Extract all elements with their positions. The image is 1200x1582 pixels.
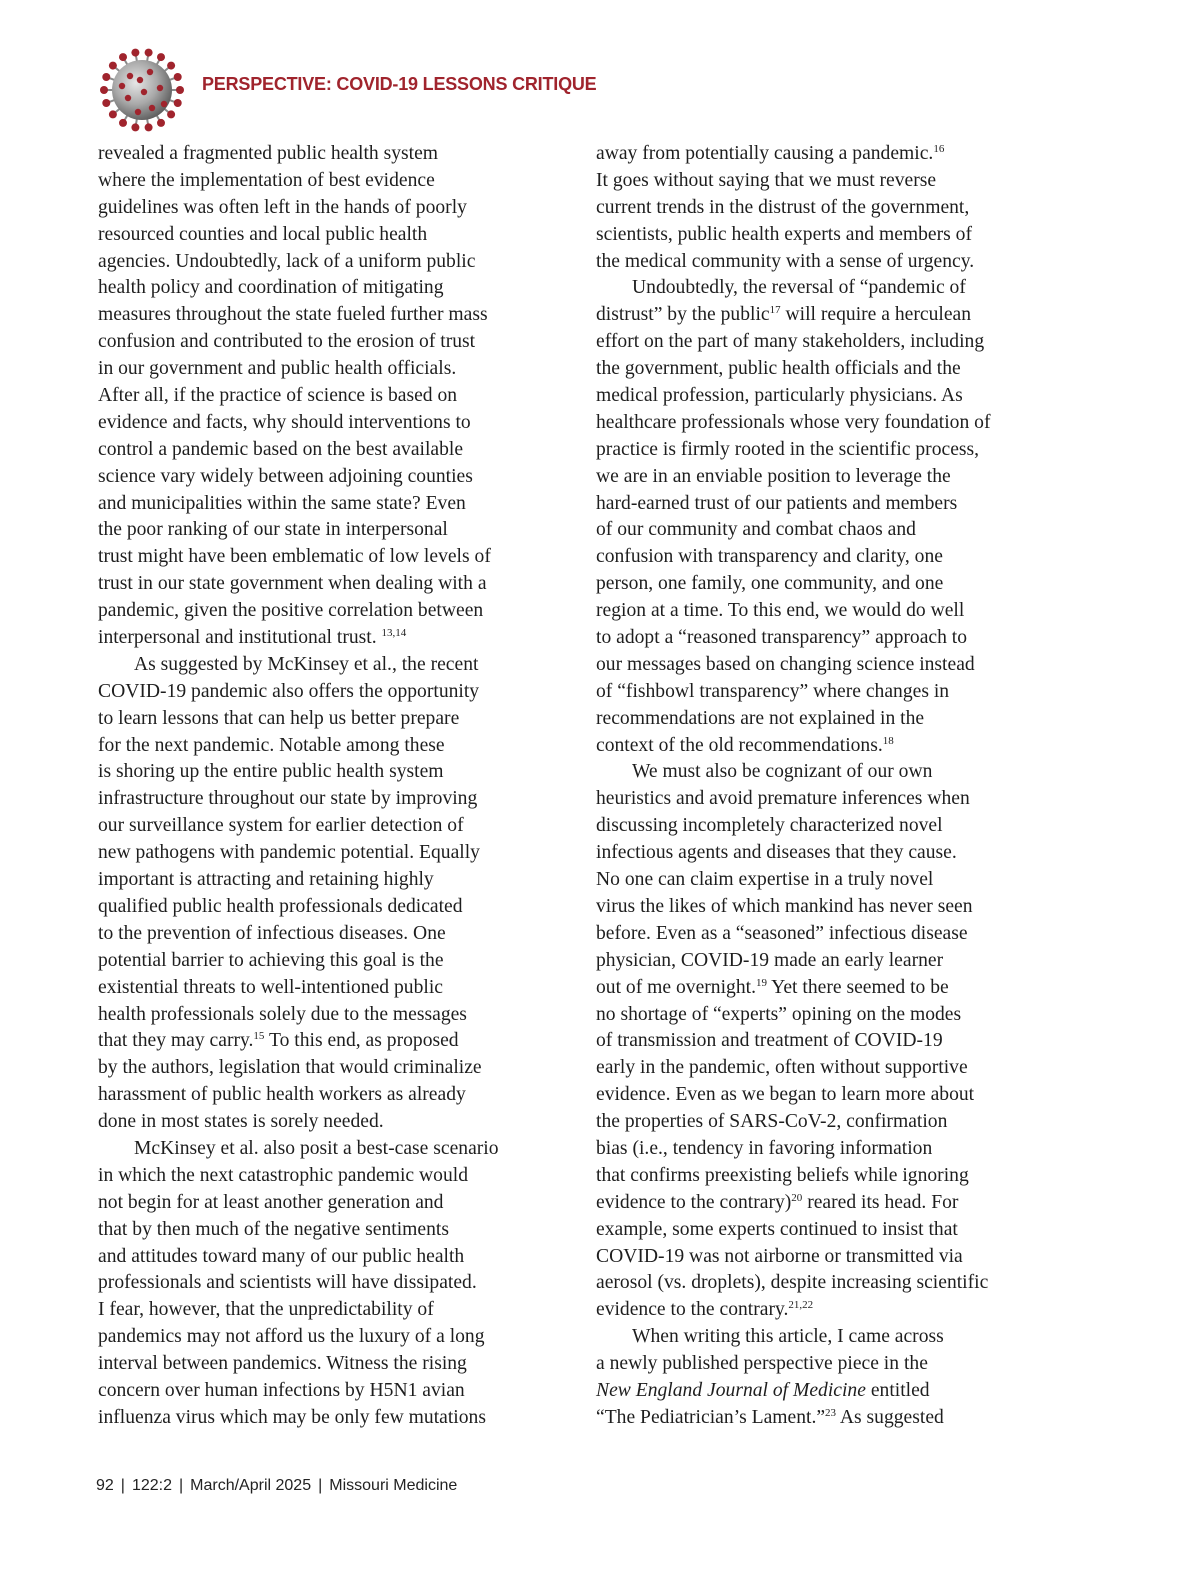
- line-text: bias (i.e., tendency in favoring information: [596, 1137, 933, 1159]
- line-text: pandemic, given the positive correlation between: [98, 600, 484, 622]
- line-text: To this end, as proposed: [264, 1030, 459, 1052]
- line-text: that they may carry.: [98, 1030, 254, 1052]
- text-line: [98, 437, 548, 464]
- citation-reference: 18: [882, 734, 894, 747]
- line-text: evidence to the contrary): [596, 1191, 792, 1213]
- line-text: by the authors, legislation that would criminalize: [98, 1057, 482, 1079]
- line-text: agencies. Undoubtedly, lack of a uniform public: [98, 250, 476, 272]
- text-line: [596, 1217, 1046, 1244]
- line-text: the poor ranking of our state in interpersonal: [98, 519, 448, 541]
- journal-name: Missouri Medicine: [329, 1477, 458, 1494]
- text-line: [596, 329, 1046, 356]
- text-line: [596, 652, 1046, 679]
- text-line: [596, 571, 1046, 598]
- text-line: [98, 840, 548, 867]
- line-text: will require a herculean: [780, 304, 972, 326]
- text-line: [98, 733, 548, 760]
- text-line: [98, 975, 548, 1002]
- line-text: After all, if the practice of science is based on: [98, 385, 458, 407]
- line-text: As suggested: [836, 1406, 944, 1428]
- text-line: [596, 894, 1046, 921]
- citation-reference: 13,14: [381, 627, 407, 640]
- citation-reference: 16: [933, 143, 945, 155]
- line-text: to the prevention of infectious diseases. One: [98, 922, 446, 944]
- text-line: [596, 867, 1046, 894]
- line-text: to adopt a “reasoned transparency” approach to: [596, 627, 968, 649]
- text-line: [98, 356, 548, 383]
- text-line: [596, 1109, 1046, 1136]
- line-text: guidelines was often left in the hands of poorly: [98, 196, 467, 218]
- footer-separator: |: [179, 1477, 184, 1494]
- text-line: [98, 302, 548, 329]
- line-text: physician, COVID-19 made an early learner: [596, 949, 944, 971]
- line-text: infrastructure throughout our state by improving: [98, 788, 478, 810]
- citation-reference: 23: [825, 1406, 837, 1419]
- text-line: [596, 1378, 1046, 1405]
- line-text: No one can claim expertise in a truly novel: [596, 869, 934, 891]
- line-text: where the implementation of best evidence: [98, 169, 435, 191]
- line-text: not begin for at least another generation and: [98, 1191, 444, 1213]
- line-text: control a pandemic based on the best available: [98, 438, 464, 460]
- line-text: practice is firmly rooted in the scientific process,: [596, 438, 980, 460]
- line-text: healthcare professionals whose very foundation of: [596, 411, 991, 433]
- text-line: [98, 786, 548, 813]
- line-text: influenza virus which may be only few mutations: [98, 1406, 486, 1428]
- line-text: trust might have been emblematic of low levels of: [98, 546, 491, 568]
- text-line: [98, 544, 548, 571]
- text-line: [98, 625, 548, 652]
- line-text: interval between pandemics. Witness the rising: [98, 1353, 467, 1375]
- line-text: concern over human infections by H5N1 avian: [98, 1379, 465, 1401]
- text-line: [596, 195, 1046, 222]
- line-text: recommendations are not explained in the: [596, 707, 925, 729]
- line-text: aerosol (vs. droplets), despite increasing scientific: [596, 1272, 989, 1294]
- text-line: [596, 679, 1046, 706]
- text-line: [596, 1190, 1046, 1217]
- citation-reference: 20: [791, 1191, 803, 1204]
- text-line: [98, 1324, 548, 1351]
- line-text: McKinsey et al. also posit a best-case scenario: [134, 1137, 499, 1159]
- line-text: to learn lessons that can help us better prepare: [98, 707, 460, 729]
- line-text: scientists, public health experts and members of: [596, 223, 972, 245]
- line-text: person, one family, one community, and one: [596, 573, 944, 595]
- coronavirus-icon: [100, 48, 184, 132]
- line-text: is shoring up the entire public health system: [98, 761, 444, 783]
- line-text: of our community and combat chaos and: [596, 519, 916, 541]
- line-text: distrust” by the public: [596, 304, 770, 326]
- line-text: existential threats to well-intentioned public: [98, 976, 443, 998]
- section-title: PERSPECTIVE: COVID-19 LESSONS CRITIQUE: [202, 74, 597, 94]
- line-text: qualified public health professionals dedicated: [98, 895, 463, 917]
- citation-reference: 19: [755, 976, 767, 989]
- text-line: [596, 706, 1046, 733]
- line-text: discussing incompletely characterized novel: [596, 815, 943, 837]
- line-text: we are in an enviable position to leverage the: [596, 465, 951, 487]
- line-text: out of me overnight.: [596, 976, 756, 998]
- text-line: [596, 491, 1046, 518]
- text-line: [596, 786, 1046, 813]
- text-line: [596, 975, 1046, 1002]
- line-text: the government, public health officials and the: [596, 358, 961, 380]
- line-text: infectious agents and diseases that they cause.: [596, 842, 957, 864]
- text-line: [596, 464, 1046, 491]
- text-line: [98, 141, 548, 168]
- footer-separator: |: [318, 1477, 323, 1494]
- text-line: [596, 222, 1046, 249]
- line-text: confusion with transparency and clarity, one: [596, 546, 943, 568]
- text-line: [596, 625, 1046, 652]
- line-text: current trends in the distrust of the government,: [596, 196, 970, 218]
- text-line: [98, 1270, 548, 1297]
- line-text: pandemics may not afford us the luxury of a long: [98, 1326, 485, 1348]
- text-line: [596, 356, 1046, 383]
- text-line: [596, 813, 1046, 840]
- line-text: Yet there seemed to be: [766, 976, 949, 998]
- text-line: [98, 1378, 548, 1405]
- line-text: example, some experts continued to insist that: [596, 1218, 958, 1240]
- text-line: [98, 329, 548, 356]
- line-text: effort on the part of many stakeholders, including: [596, 331, 985, 353]
- line-text: hard-earned trust of our patients and members: [596, 492, 958, 514]
- text-line: [98, 679, 548, 706]
- page-header: [100, 48, 700, 132]
- text-line: [98, 275, 548, 302]
- text-line: [596, 544, 1046, 571]
- line-text: of transmission and treatment of COVID-19: [596, 1030, 943, 1052]
- text-line: [98, 1244, 548, 1271]
- line-text: before. Even as a “seasoned” infectious disease: [596, 922, 968, 944]
- text-line: [596, 437, 1046, 464]
- line-text: early in the pandemic, often without supportive: [596, 1057, 968, 1079]
- text-line: [596, 733, 1046, 760]
- line-text: resourced counties and local public health: [98, 223, 428, 245]
- text-line: [98, 410, 548, 437]
- line-text: science vary widely between adjoining counties: [98, 465, 473, 487]
- line-text: important is attracting and retaining highly: [98, 869, 434, 891]
- issue-date: March/April 2025: [190, 1477, 312, 1494]
- line-text: harassment of public health workers as already: [98, 1084, 466, 1106]
- text-line: [98, 249, 548, 276]
- text-line: [596, 249, 1046, 276]
- text-line: [596, 598, 1046, 625]
- text-line: [98, 1190, 548, 1217]
- text-line: [98, 195, 548, 222]
- line-text: health policy and coordination of mitigating: [98, 277, 444, 299]
- text-line: [596, 948, 1046, 975]
- text-line: [98, 571, 548, 598]
- line-text: interpersonal and institutional trust.: [98, 627, 382, 649]
- text-line: [98, 652, 548, 679]
- text-line: [596, 1055, 1046, 1082]
- text-line: [596, 410, 1046, 437]
- text-line: [98, 1028, 548, 1055]
- line-text: As suggested by McKinsey et al., the recent: [134, 653, 479, 675]
- text-line: [596, 1136, 1046, 1163]
- text-line: [596, 1028, 1046, 1055]
- text-line: [596, 1405, 1046, 1432]
- line-text: I fear, however, that the unpredictability of: [98, 1299, 434, 1321]
- line-text: the medical community with a sense of urgency.: [596, 250, 975, 272]
- text-line: [98, 867, 548, 894]
- line-text: and municipalities within the same state? Even: [98, 492, 466, 514]
- line-text: Undoubtedly, the reversal of “pandemic of: [632, 277, 966, 299]
- text-line: [98, 813, 548, 840]
- page-number: 92: [96, 1477, 114, 1494]
- issue-number: 122:2: [131, 1477, 172, 1494]
- line-text: our surveillance system for earlier detection of: [98, 815, 464, 837]
- line-text: in our government and public health officials.: [98, 358, 457, 380]
- text-line: [596, 1351, 1046, 1378]
- text-line: [596, 168, 1046, 195]
- line-text: COVID-19 pandemic also offers the opportunity: [98, 680, 480, 702]
- line-text: medical profession, particularly physicians. As: [596, 385, 963, 407]
- citation-reference: 21,22: [788, 1299, 814, 1312]
- text-line: [596, 1244, 1046, 1271]
- line-text: in which the next catastrophic pandemic would: [98, 1164, 468, 1186]
- text-line: [596, 141, 1046, 168]
- text-line: [596, 1082, 1046, 1109]
- text-line: [98, 491, 548, 518]
- line-text: COVID-19 was not airborne or transmitted via: [596, 1245, 963, 1267]
- citation-reference: 17: [769, 304, 781, 317]
- line-text: of “fishbowl transparency” where changes in: [596, 680, 950, 702]
- text-line: [596, 1270, 1046, 1297]
- text-line: [98, 1055, 548, 1082]
- text-line: [596, 840, 1046, 867]
- line-text: evidence. Even as we began to learn more about: [596, 1084, 975, 1106]
- left-column: [98, 141, 548, 1432]
- text-line: [596, 1163, 1046, 1190]
- line-text: context of the old recommendations.: [596, 734, 883, 756]
- right-column: [596, 141, 1046, 1432]
- text-line: [596, 302, 1046, 329]
- text-line: [98, 1351, 548, 1378]
- line-text: It goes without saying that we must reverse: [596, 169, 937, 191]
- line-text: evidence and facts, why should interventions to: [98, 411, 471, 433]
- line-text: When writing this article, I came across: [632, 1326, 944, 1348]
- text-line: [98, 598, 548, 625]
- line-text: virus the likes of which mankind has never seen: [596, 895, 973, 917]
- line-text: entitled: [865, 1379, 930, 1401]
- text-line: [596, 1297, 1046, 1324]
- text-line: [596, 921, 1046, 948]
- line-text: “The Pediatrician’s Lament.”: [596, 1406, 826, 1428]
- line-text: health professionals solely due to the messages: [98, 1003, 467, 1025]
- line-text: no shortage of “experts” opining on the modes: [596, 1003, 962, 1025]
- text-line: [98, 759, 548, 786]
- text-line: [98, 1405, 548, 1432]
- text-line: [98, 1109, 548, 1136]
- line-text: potential barrier to achieving this goal is the: [98, 949, 444, 971]
- text-line: [98, 383, 548, 410]
- line-text: our messages based on changing science instead: [596, 653, 975, 675]
- line-text: measures throughout the state fueled further mass: [98, 304, 488, 326]
- text-line: [98, 1136, 548, 1163]
- line-text: the properties of SARS-CoV-2, confirmation: [596, 1111, 948, 1133]
- text-line: [98, 1082, 548, 1109]
- line-text: professionals and scientists will have dissipated.: [98, 1272, 477, 1294]
- journal-title: New England Journal of Medicine: [596, 1379, 866, 1401]
- line-text: for the next pandemic. Notable among these: [98, 734, 445, 756]
- text-line: [596, 1324, 1046, 1351]
- line-text: revealed a fragmented public health system: [98, 143, 439, 164]
- line-text: done in most states is sorely needed.: [98, 1111, 384, 1133]
- line-text: trust in our state government when dealing with a: [98, 573, 487, 595]
- line-text: and attitudes toward many of our public health: [98, 1245, 465, 1267]
- page-footer: [96, 1477, 457, 1495]
- text-line: [596, 275, 1046, 302]
- text-line: [98, 1163, 548, 1190]
- text-line: [98, 168, 548, 195]
- text-line: [98, 222, 548, 249]
- text-line: [98, 921, 548, 948]
- text-line: [596, 517, 1046, 544]
- line-text: heuristics and avoid premature inferences when: [596, 788, 970, 810]
- citation-reference: 15: [253, 1030, 265, 1043]
- line-text: new pathogens with pandemic potential. Equally: [98, 842, 480, 864]
- line-text: We must also be cognizant of our own: [632, 761, 933, 783]
- line-text: that confirms preexisting beliefs while ignoring: [596, 1164, 969, 1186]
- text-line: [596, 383, 1046, 410]
- line-text: region at a time. To this end, we would do well: [596, 600, 965, 622]
- text-line: [98, 894, 548, 921]
- line-text: that by then much of the negative sentiments: [98, 1218, 449, 1240]
- text-line: [596, 759, 1046, 786]
- text-line: [98, 948, 548, 975]
- line-text: reared its head. For: [802, 1191, 959, 1213]
- text-line: [98, 464, 548, 491]
- text-line: [98, 1002, 548, 1029]
- text-line: [98, 1297, 548, 1324]
- text-line: [98, 1217, 548, 1244]
- text-line: [596, 1002, 1046, 1029]
- line-text: confusion and contributed to the erosion of trust: [98, 331, 476, 353]
- footer-separator: |: [120, 1477, 125, 1494]
- line-text: a newly published perspective piece in the: [596, 1353, 928, 1375]
- text-line: [98, 517, 548, 544]
- text-line: [98, 706, 548, 733]
- line-text: away from potentially causing a pandemic.: [596, 143, 934, 164]
- line-text: evidence to the contrary.: [596, 1299, 789, 1321]
